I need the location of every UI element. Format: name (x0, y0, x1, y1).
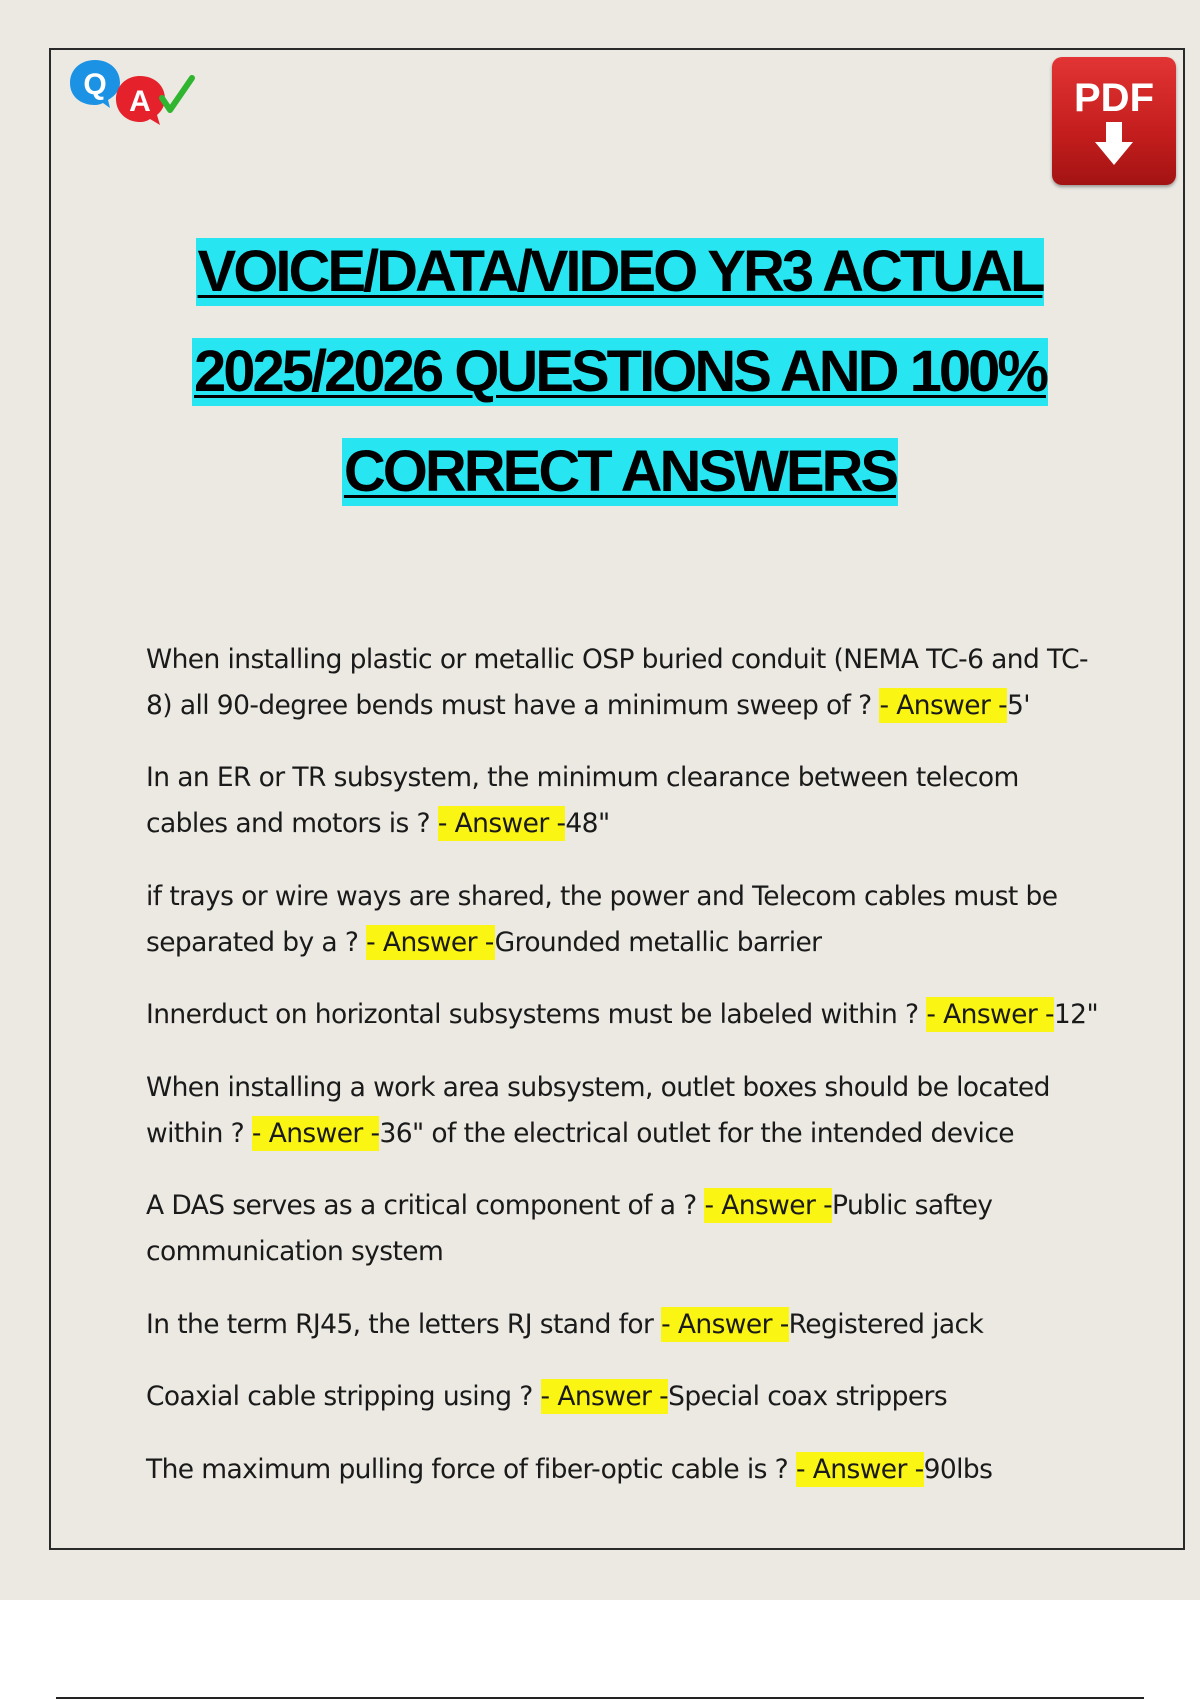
question-text: if trays or wire ways are shared, the power and Telecom cables must be separated by a ? (146, 880, 1058, 958)
answer-tag: - Answer - (540, 1381, 669, 1412)
answer-tag: - Answer - (795, 1453, 924, 1485)
question-text: In an ER or TR subsystem, the minimum clearance between telecom cables and motors is ? (146, 762, 1019, 839)
answer-tag: - Answer - (879, 689, 1008, 721)
qa-item (146, 1447, 1106, 1493)
logo-q-letter: Q (83, 68, 107, 101)
question-text: Innerduct on horizontal subsystems must be labeled within ? (146, 999, 927, 1030)
answer-tag: - Answer - (366, 926, 495, 958)
question-text: Coaxial cable stripping using ? (146, 1381, 541, 1412)
pdf-download-badge[interactable] (1052, 57, 1176, 185)
answer-text: 90lbs (923, 1453, 993, 1485)
title-line-2: 2025/2026 QUESTIONS AND 100% (194, 339, 1046, 404)
qa-item (146, 1065, 1106, 1157)
qa-item (146, 992, 1106, 1038)
qa-item (146, 637, 1106, 729)
title-line-1: VOICE/DATA/VIDEO YR3 ACTUAL (197, 239, 1043, 304)
answer-text: 36" of the electrical outlet for the intended device (379, 1117, 1014, 1149)
answer-text: 5' (1007, 689, 1030, 721)
title-line-3: CORRECT ANSWERS (343, 439, 897, 504)
answer-tag: - Answer - (926, 999, 1054, 1030)
question-text: When installing a work area subsystem, outlet boxes should be located within ? (146, 1071, 1050, 1149)
qa-item (146, 1302, 1106, 1348)
answer-tag: - Answer - (661, 1308, 789, 1340)
qa-item (146, 874, 1106, 966)
qa-item (146, 755, 1106, 847)
page-bottom-rule (56, 1697, 1144, 1699)
question-text: The maximum pulling force of fiber-optic cable is ? (146, 1453, 796, 1485)
question-text: A DAS serves as a critical component of a ? (146, 1190, 705, 1221)
question-text: In the term RJ45, the letters RJ stand for (146, 1308, 662, 1340)
download-arrow-icon (1094, 122, 1134, 166)
answer-text: Registered jack (788, 1308, 984, 1340)
qa-list (146, 610, 1106, 1512)
document-title (60, 238, 1180, 538)
answer-text: 12" (1053, 999, 1099, 1030)
answer-tag: - Answer - (437, 808, 566, 839)
qa-item (146, 1183, 1106, 1275)
answer-text: Grounded metallic barrier (494, 926, 822, 958)
answer-tag: - Answer - (251, 1117, 380, 1149)
answer-text: Special coax strippers (668, 1381, 948, 1412)
qa-check-logo-icon (68, 58, 198, 128)
qa-item (146, 1374, 1106, 1420)
answer-text: Public saftey communication system (146, 1190, 993, 1267)
logo-a-letter: A (129, 85, 151, 118)
pdf-badge-label: PDF (1074, 76, 1154, 120)
answer-tag: - Answer - (704, 1190, 833, 1221)
question-text: When installing plastic or metallic OSP buried conduit (NEMA TC-6 and TC-8) all 90-degree bends must have a minimum sweep of ? (146, 643, 1088, 721)
answer-text: 48" (565, 808, 610, 839)
